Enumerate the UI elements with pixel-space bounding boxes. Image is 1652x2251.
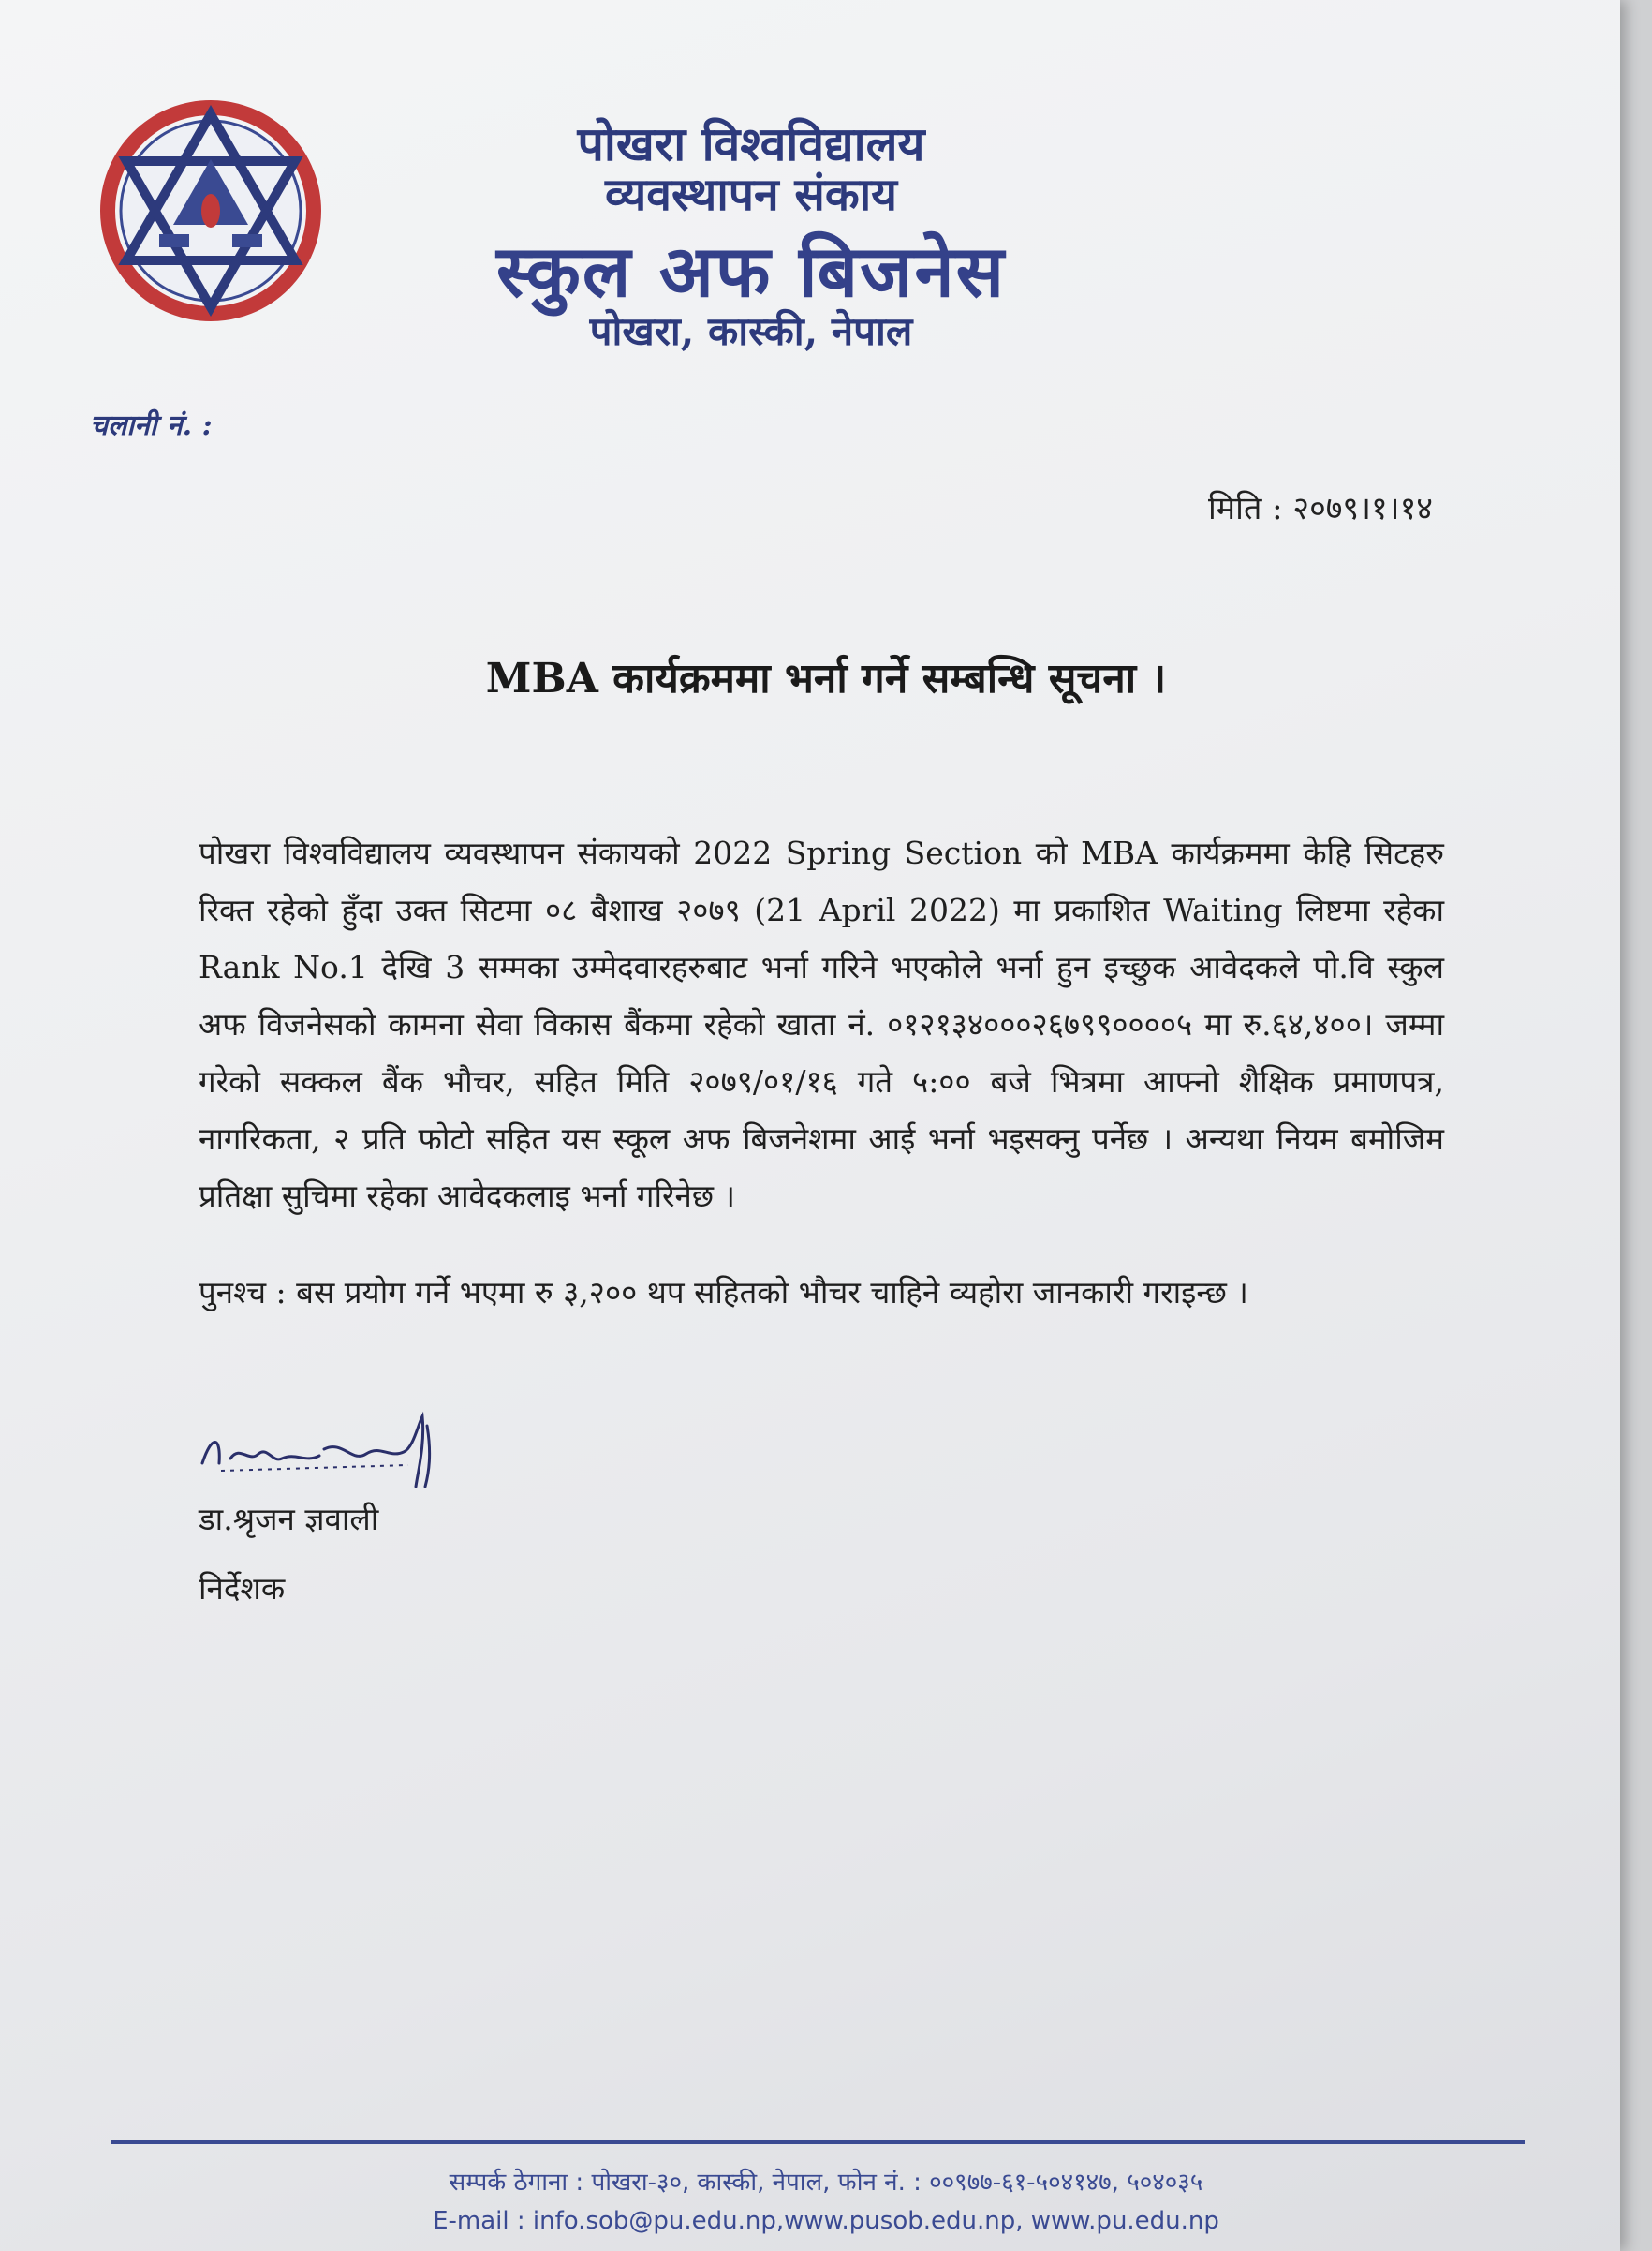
notice-title: MBA कार्यक्रममा भर्ना गर्ने सम्बन्धि सूचना ।: [485, 655, 1167, 703]
letterhead-university: पोखरा विश्वविद्यालय: [577, 116, 925, 171]
letterhead-address: पोखरा, कास्की, नेपाल: [589, 308, 913, 354]
letterhead-school: स्कुल अफ बिजनेस: [495, 230, 1007, 313]
signature-icon: [193, 1407, 474, 1491]
footer-address: सम्पर्क ठेगाना : पोखरा-३०, कास्की, नेपाल, फोन नं. : ००९७७-६१-५०४१४७, ५०४०३५: [449, 2169, 1203, 2197]
footer-email: E-mail : info.sob@pu.edu.np,www.pusob.edu.np, www.pu.edu.np: [433, 2207, 1219, 2235]
letterhead-faculty: व्यवस्थापन संकाय: [605, 169, 897, 221]
footer-divider: [111, 2140, 1525, 2144]
notice-date: मिति : २०७९।१।१४: [1208, 490, 1433, 527]
notice-body: पोखरा विश्वविद्यालय व्यवस्थापन संकायको 2022 Spring Section को MBA कार्यक्रममा केहि सिटहरु रिक्त रहेको हुँदा उक्त सिटमा ०८ बैशाख २०७९ (21 April 2022) मा प्रकाशित Waiting लिष्टमा रहेका Rank No.1 देखि 3 सम्मका उम्मेदवारहरुबाट भर्ना गरिने भएकोले भर्ना हुन इच्छुक आवेदकले पो.वि स्कुल अफ विजनेसको कामना सेवा विकास बैंकमा रहेको खाता नं. ०१२१३४०००२६७९९००००५ मा रु.६४,४००। जम्मा गरेको सक्कल बैंक भौचर, सहित मिति २०७९/०१/१६ गते ५:०० बजे भित्रमा आफ्नो शैक्षिक प्रमाणपत्र, नागरिकता, २ प्रति फोटो सहित यस स्कूल अफ बिजनेशमा आई भर्ना भइसक्नु पर्नेछ । अन्यथा नियम बमोजिम प्रतिक्षा सुचिमा रहेका आवेदकलाइ भर्ना गरिनेछ ।: [199, 835, 1444, 1214]
notice-postscript: पुनश्च : बस प्रयोग गर्ने भएमा रु ३,२०० थप सहितको भौचर चाहिने व्यहोरा जानकारी गराइन्छ ।: [199, 1274, 1248, 1311]
signatory-name: डा.श्रृजन ज्ञवाली: [199, 1501, 379, 1537]
reference-number-label: चलानी नं. :: [90, 409, 213, 442]
signatory-role: निर्देशक: [199, 1570, 286, 1607]
